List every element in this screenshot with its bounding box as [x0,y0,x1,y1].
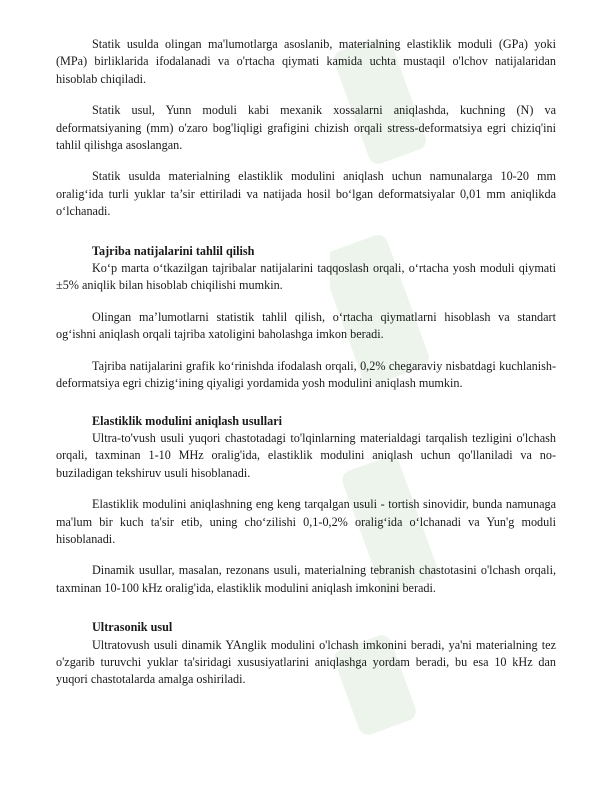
document-page [56,36,556,703]
paragraph-static-results: Statik usulda olingan ma'lumotlarga asoslanib, materialning elastiklik moduli (GPa) yoki (MPa) birliklarida ifodalanadi va o'rtacha qiymati kamida uchta mustaqil o'lchov natijalaridan hisoblab chiqiladi. [56,37,556,86]
section-heading-ultrasonic: Ultrasonik usul [92,620,173,635]
paragraph-ultrasonic-description: Ultratovush usuli dinamik YAnglik modulini o'lchash imkonini beradi, ya'ni materialning tez o'zgarib turuvchi yuklar ta'siridagi xususiyatlarini aniqlashga yordam beradi, bu esa 10 kHz dan yuqori chastotalarda amalga oshiriladi. [56,637,556,687]
paragraph-analysis-statistics: Olingan ma’lumotlarni statistik tahlil qilish, o‘rtacha qiymatlarni hisoblash va standart og‘ishni aniqlash orqali tajriba xatoligini baholashga imkon beradi. [56,309,556,342]
section-heading-analysis: Tajriba natijalarini tahlil qilish [92,243,255,258]
paragraph-analysis-compare: Ko‘p marta o‘tkazilgan tajribalar natijalarini taqqoslash orqali, o‘rtacha yosh moduli qiymati ±5% aniqlik bilan hisoblab chiqilishi mumkin. [56,261,556,293]
paragraph-static-method: Statik usul, Yunn moduli kabi mexanik xossalarni aniqlashda, kuchning (N) va deformatsiyaning (mm) o'zaro bog'liqligi grafigini chizish orqali stress-deformatsiya egri chiziq'ini tahlil qilishga asoslangan. [56,103,556,153]
paragraph-methods-tensile: Elastiklik modulini aniqlashning eng keng tarqalgan usuli - tortish sinovidir, bunda namunaga ma'lum bir kuch ta'sir etib, uning cho‘zilishi 0,1-0,2% oralig‘ida o‘lchanadi va Yun'g moduli hisoblanadi. [56,497,556,546]
paragraph-methods-ultrasound: Ultra-to'vush usuli yuqori chastotadagi to'lqinlarning materialdagi tarqalish tezligini o'lchash orqali, taxminan 1-10 MHz oralig'ida, elastiklik modulini aniqlash uchun qo'llaniladi va no-buziladigan tekshiruv usuli hisoblanadi. [56,430,556,480]
paragraph-methods-dynamic: Dinamik usullar, masalan, rezonans usuli, materialning tebranish chastotasini o'lchash orqali, taxminan 10-100 kHz oralig'ida, elastiklik modulini aniqlash imkonini beradi. [56,563,556,595]
paragraph-analysis-graph: Tajriba natijalarini grafik ko‘rinishda ifodalash orqali, 0,2% chegaraviy nisbatdagi kuchlanish-deformatsiya egri chizig‘ining qiyaligi yordamida yosh modulini aniqlash mumkin. [56,358,556,391]
section-heading-methods: Elastiklik modulini aniqlash usullari [92,413,283,428]
paragraph-static-loading: Statik usulda materialning elastiklik modulini aniqlash uchun namunalarga 10-20 mm oralig‘ida turli yuklar ta’sir ettiriladi va natijada hosil bo‘lgan deformatsiyalar 0,01 mm aniqlikda o‘lchanadi. [56,169,556,219]
